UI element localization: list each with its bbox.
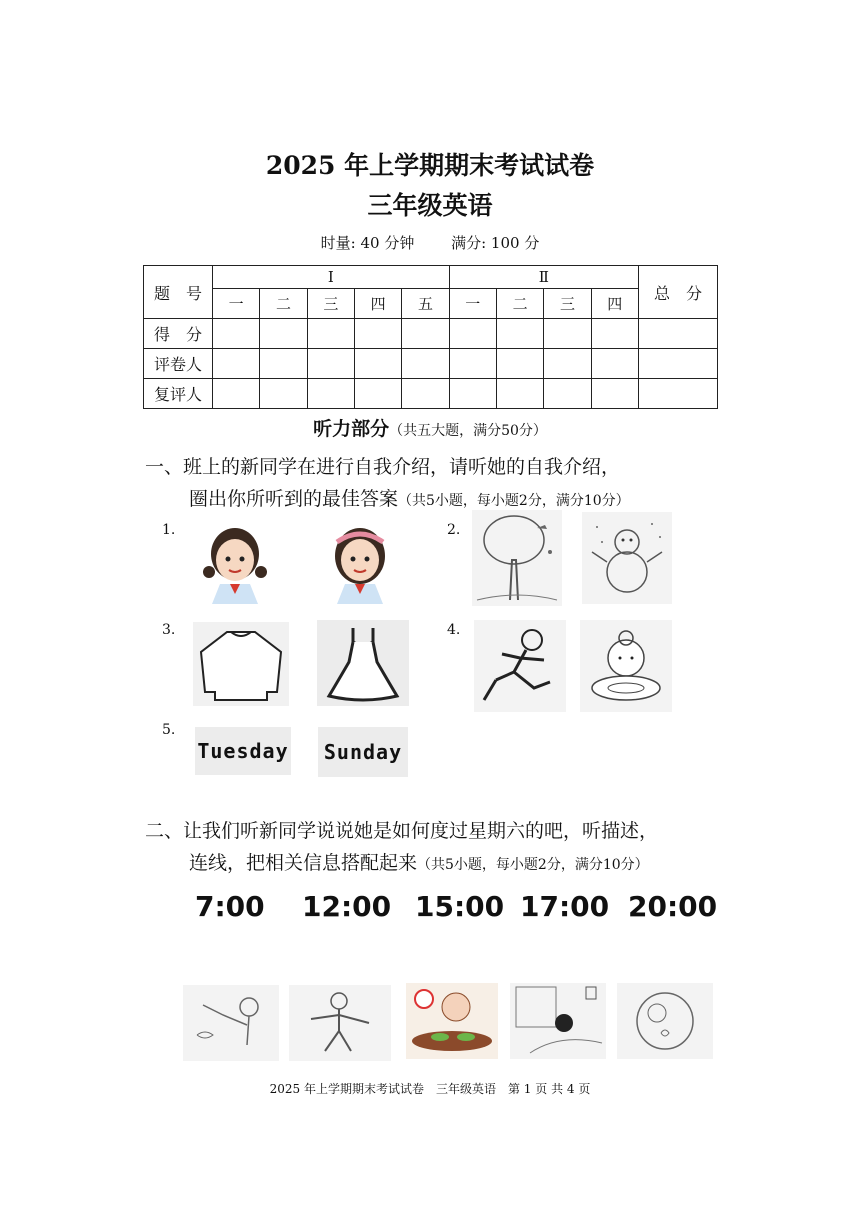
exam-subtitle: 三年级英语 — [367, 191, 493, 220]
score-table-total: 总 分 — [639, 266, 718, 319]
listening-heading: 听力部分（共五大题，满分50分） — [313, 418, 547, 440]
dancing-girl-picture[interactable] — [289, 985, 391, 1061]
exam-meta — [0, 232, 860, 253]
running-girl-picture[interactable] — [474, 620, 566, 712]
q1-line1: 一、班上的新同学在进行自我介绍，请听她的自我介绍， — [145, 456, 621, 478]
time-label: 15:00 — [415, 890, 505, 923]
item-number: 4. — [447, 622, 461, 638]
dress-picture[interactable] — [317, 620, 409, 706]
spring-tree-picture[interactable] — [472, 510, 562, 606]
reading-picture[interactable] — [510, 983, 606, 1059]
score-col: 三 — [544, 289, 591, 319]
score-col: 一 — [213, 289, 260, 319]
item-number: 2. — [447, 522, 461, 538]
item-number: 1. — [162, 522, 176, 538]
time-limit: 时量: 40 分钟 — [320, 234, 415, 252]
sweater-picture[interactable] — [193, 622, 289, 706]
page-footer: 2025 年上学期期末考试试卷 三年级英语 第 1 页 共 4 页 — [269, 1082, 591, 1096]
time-label: 7:00 — [195, 890, 265, 923]
girl-headband-picture[interactable] — [325, 512, 395, 604]
snowman-picture[interactable] — [582, 512, 672, 604]
time-label: 12:00 — [302, 890, 392, 923]
score-table-label-tihao: 题 号 — [144, 266, 213, 319]
word-card-sunday[interactable]: Sunday — [318, 727, 408, 777]
full-score: 满分: 100 分 — [451, 234, 540, 252]
score-table-part1: Ⅰ — [213, 266, 450, 289]
score-col: 一 — [449, 289, 496, 319]
score-col: 三 — [307, 289, 354, 319]
lunch-picture[interactable] — [406, 983, 498, 1059]
score-table — [143, 265, 718, 409]
score-col: 五 — [402, 289, 449, 319]
swimming-girl-picture[interactable] — [580, 620, 672, 712]
score-row-label: 得 分 — [144, 319, 213, 349]
item-number: 3. — [162, 622, 176, 638]
score-col: 二 — [260, 289, 307, 319]
score-table-part2: Ⅱ — [449, 266, 638, 289]
q1-note: （共5小题，每小题2分，满分10分） — [398, 493, 630, 509]
word-card-tuesday[interactable]: Tuesday — [195, 727, 291, 775]
score-col: 四 — [354, 289, 401, 319]
item-number: 5. — [162, 722, 176, 738]
q2-line1: 二、让我们听新同学说说她是如何度过星期六的吧，听描述， — [145, 820, 659, 842]
listening-note: （共五大题，满分50分） — [389, 423, 547, 439]
q2-note: （共5小题，每小题2分，满分10分） — [417, 857, 649, 873]
score-row-label: 复评人 — [144, 379, 213, 409]
time-label: 20:00 — [628, 890, 718, 923]
sleeping-picture[interactable] — [617, 983, 713, 1059]
q2-line2-wrap — [189, 848, 649, 875]
q1-line2: 圈出你所听到的最佳答案 — [189, 488, 399, 510]
score-col: 二 — [496, 289, 543, 319]
score-row-label: 评卷人 — [144, 349, 213, 379]
q1-line2-wrap — [189, 484, 630, 511]
time-label: 17:00 — [520, 890, 610, 923]
q2-line2: 连线，把相关信息搭配起来 — [189, 852, 418, 874]
fishing-picture[interactable] — [183, 985, 279, 1061]
girl-pigtails-picture[interactable] — [200, 512, 270, 604]
score-col: 四 — [591, 289, 638, 319]
exam-title: 2025 年上学期期末考试试卷 — [265, 151, 595, 180]
